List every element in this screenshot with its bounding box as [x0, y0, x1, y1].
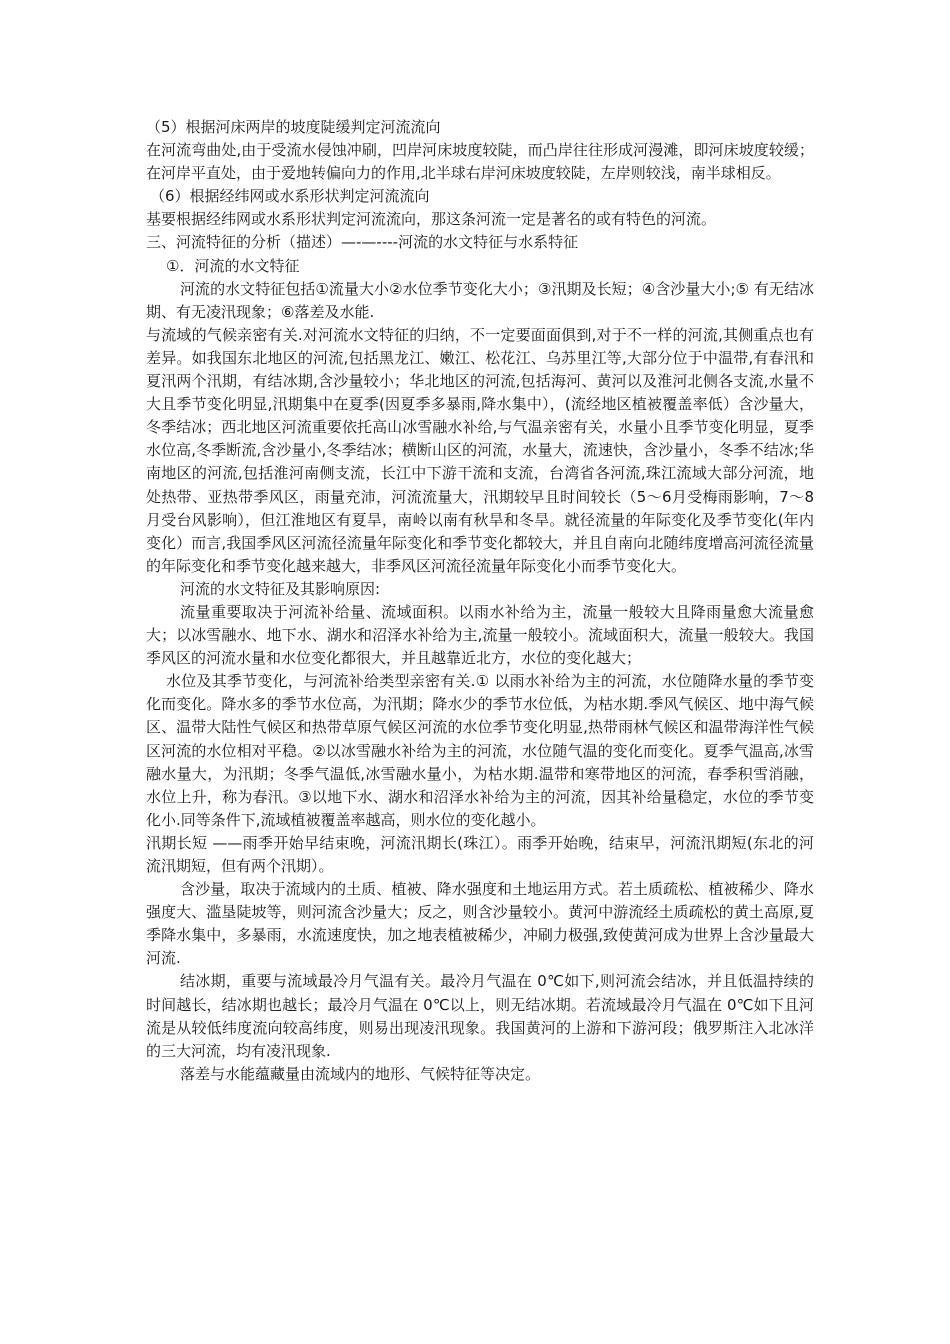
paragraph-14: 结冰期，重要与流域最冷月气温有关。最冷月气温在 0℃如下,则河流会结冰，并且低温持续的时间越长，结冰期也越长；最冷月气温在 0℃以上，则无结冰期。若流域最冷月气温在 0℃如下且河流是从较低纬度流向较高纬度，则易出现凌汛现象。我国黄河的上游和下游河段；俄罗斯注入北冰洋的三大河流，均有凌汛现象. — [146, 972, 814, 1060]
paragraph-1: （5）根据河床两岸的坡度陡缓判定河流流向 — [146, 118, 441, 136]
paragraph-11: 水位及其季节变化，与河流补给类型亲密有关.① 以雨水补给为主的河流，水位随降水量的季节变化而变化。降水多的季节水位高，为汛期；降水少的季节水位低，为枯水期.季风气候区、地中海气候区、温带大陆性气候区和热带草原气候区河流的水位季节变化明显,热带雨林气候区和温带海洋性气候区河流的水位相对平稳。②以冰雪融水补给为主的河流，水位随气温的变化而变化。夏季气温高,冰雪融水量大，为汛期；冬季气温低,冰雪融水量小，为枯水期.温带和寒带地区的河流，春季积雪消融，水位上升，称为春汛。③以地下水、湖水和沼泽水补给为主的河流，因其补给量稳定，水位的季节变化小.同等条件下,流域植被覆盖率越高，则水位的变化越小。 — [146, 672, 814, 829]
section-heading-3: 三、河流特征的分析（描述）—-—----河流的水文特征与水系特征 — [146, 233, 579, 252]
paragraph-15: 落差与水能蕴藏量由流域内的地形、气候特征等决定。 — [180, 1064, 541, 1083]
paragraph-9: 河流的水文特征及其影响原因: — [180, 579, 381, 598]
paragraph-3: （6）根据经纬网或水系形状判定河流流向 — [150, 187, 430, 206]
paragraph-8: 与流域的气候亲密有关.对河流水文特征的归纳，不一定要面面俱到,对于不一样的河流,其侧重点也有差异。如我国东北地区的河流,包括黑龙江、嫩江、松花江、乌苏里江等,大部分位于中温带,有春汛和夏汛两个汛期，有结冰期,含沙量较小；华北地区的河流,包括海河、黄河以及淮河北侧各支流,水量不大且季节变化明显,汛期集中在夏季(因夏季多暴雨,降水集中），(流经地区植被覆盖率低）含沙量大，冬季结冰；西北地区河流重要依托高山冰雪融水补给,与气温亲密有关，水量小且季节变化明显，夏季水位高,冬季断流,含沙量小,冬季结冰；横断山区的河流，水量大，流速快，含沙量小，冬季不结冰;华南地区的河流,包括淮河南侧支流，长江中下游干流和支流，台湾省各河流,珠江流域大部分河流，地处热带、亚热带季风区，雨量充沛，河流流量大，汛期较早且时间较长（5～6月受梅雨影响，7～8月受台风影响），但江淮地区有夏旱，南岭以南有秋旱和冬旱。就径流量的年际变化及季节变化(年内变化）而言,我国季风区河流径流量年际变化和季节变化都较大，并且自南向北随纬度增高河流径流量的年际变化和季节变化越来越大，非季风区河流径流量年际变化小而季节变化大。 — [146, 325, 814, 575]
paragraph-13: 含沙量，取决于流域内的土质、植被、降水强度和土地运用方式。若土质疏松、植被稀少、降水强度大、滥垦陡坡等，则河流含沙量大；反之，则含沙量较小。黄河中游流经土质疏松的黄土高原,夏季降水集中，多暴雨，水流速度快，加之地表植被稀少，冲刷力极强,致使黄河成为世界上含沙量最大河流. — [146, 880, 814, 968]
subsection-heading-1: ①．河流的水文特征 — [166, 256, 300, 275]
paragraph-4: 基要根据经纬网或水系形状判定河流流向，那这条河流一定是著名的或有特色的河流。 — [146, 210, 717, 229]
paragraph-2: 在河流弯曲处,由于受流水侵蚀冲刷，凹岸河床坡度较陡，而凸岸往往形成河漫滩，即河床坡度较缓；在河岸平直处，由于爱地转偏向力的作用,北半球右岸河床坡度较陡，左岸则较浅，南半球相反。 — [146, 141, 814, 183]
paragraph-7: 河流的水文特征包括①流量大小②水位季节变化大小；③汛期及长短；④含沙量大小;⑤ 有无结冰期、有无凌汛现象；⑥落差及水能. — [146, 279, 814, 321]
paragraph-12: 汛期长短 ——雨季开始早结束晚，河流汛期长(珠江）。雨季开始晚，结束早，河流汛期短(东北的河流汛期短，但有两个汛期）。 — [146, 833, 814, 875]
document-page — [146, 116, 814, 1086]
paragraph-10: 流量重要取决于河流补给量、流域面积。以雨水补给为主，流量一般较大且降雨量愈大流量愈大；以冰雪融水、地下水、湖水和沼泽水补给为主,流量一般较小。流域面积大，流量一般较大。我国季风区的河流水量和水位变化都很大，并且越靠近北方，水位的变化越大； — [146, 602, 814, 668]
